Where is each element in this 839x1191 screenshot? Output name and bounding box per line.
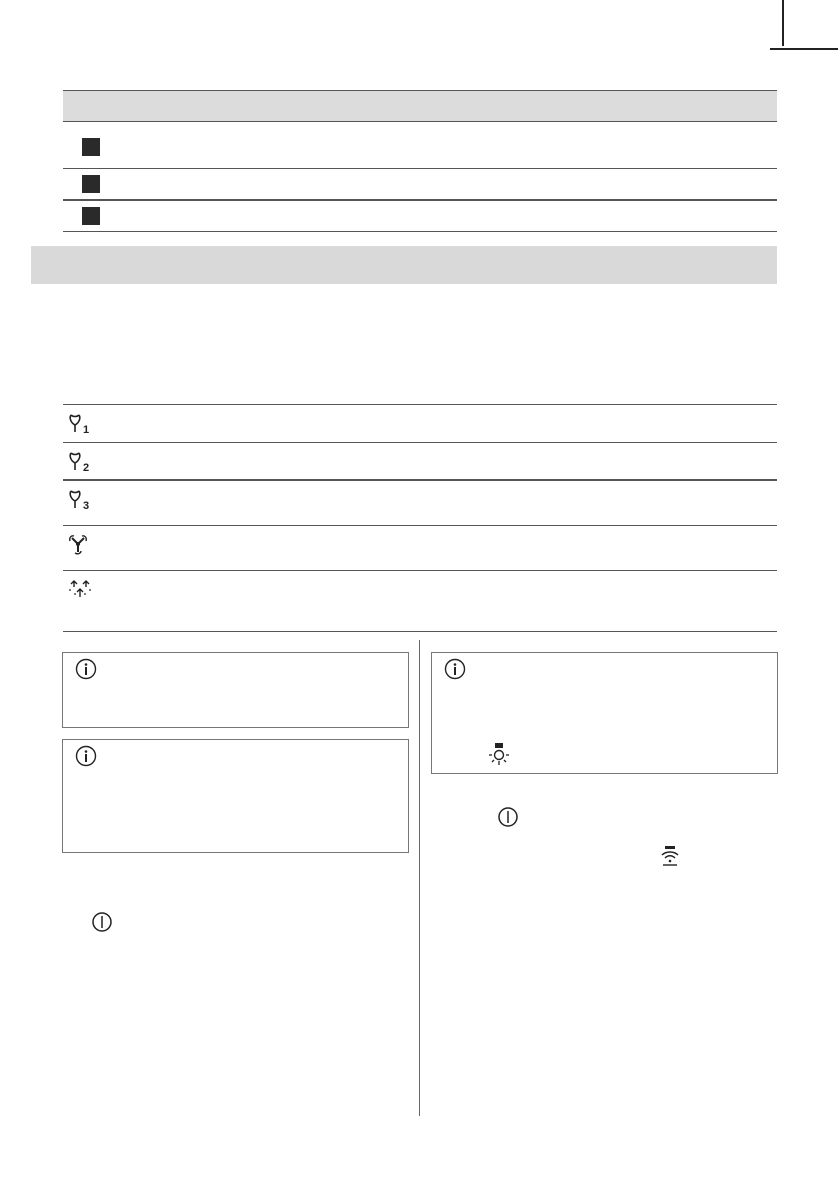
section-header-bar — [31, 246, 777, 284]
square-indicator-icon — [82, 138, 100, 156]
indicator-table — [63, 90, 777, 232]
square-indicator-icon — [82, 207, 100, 225]
fan-settings-table — [63, 404, 777, 632]
fan-row-3 — [63, 481, 777, 526]
fan-row-breeze — [63, 571, 777, 632]
power-icon — [497, 806, 519, 828]
info-icon — [444, 658, 466, 680]
fan-row-boost — [63, 526, 777, 571]
hob2hood-icon — [659, 844, 681, 868]
fan-speed-3-icon — [66, 487, 96, 511]
indicator-row-3 — [63, 201, 777, 232]
crop-mark-horizontal — [770, 48, 838, 50]
square-indicator-icon — [82, 175, 100, 193]
info-note-3 — [431, 652, 778, 774]
fan-speed-number: 2 — [83, 462, 90, 473]
fan-speed-number: 3 — [83, 500, 90, 511]
fan-speed-2-icon — [66, 449, 96, 473]
fan-boost-icon — [66, 532, 96, 556]
fan-speed-number: 1 — [83, 424, 90, 435]
breeze-icon — [66, 577, 96, 601]
indicator-row-2 — [63, 169, 777, 201]
info-icon — [75, 745, 97, 767]
indicator-row-1 — [63, 122, 777, 169]
power-icon — [91, 911, 113, 933]
fan-row-1 — [63, 405, 777, 443]
indicator-table-header — [63, 90, 777, 122]
info-note-1 — [62, 652, 409, 728]
info-note-2 — [62, 739, 409, 853]
fan-row-2 — [63, 443, 777, 481]
info-icon — [75, 658, 97, 680]
light-icon — [487, 741, 511, 767]
column-divider — [419, 640, 420, 1116]
fan-speed-1-icon — [66, 411, 96, 435]
crop-mark-vertical — [782, 0, 784, 46]
